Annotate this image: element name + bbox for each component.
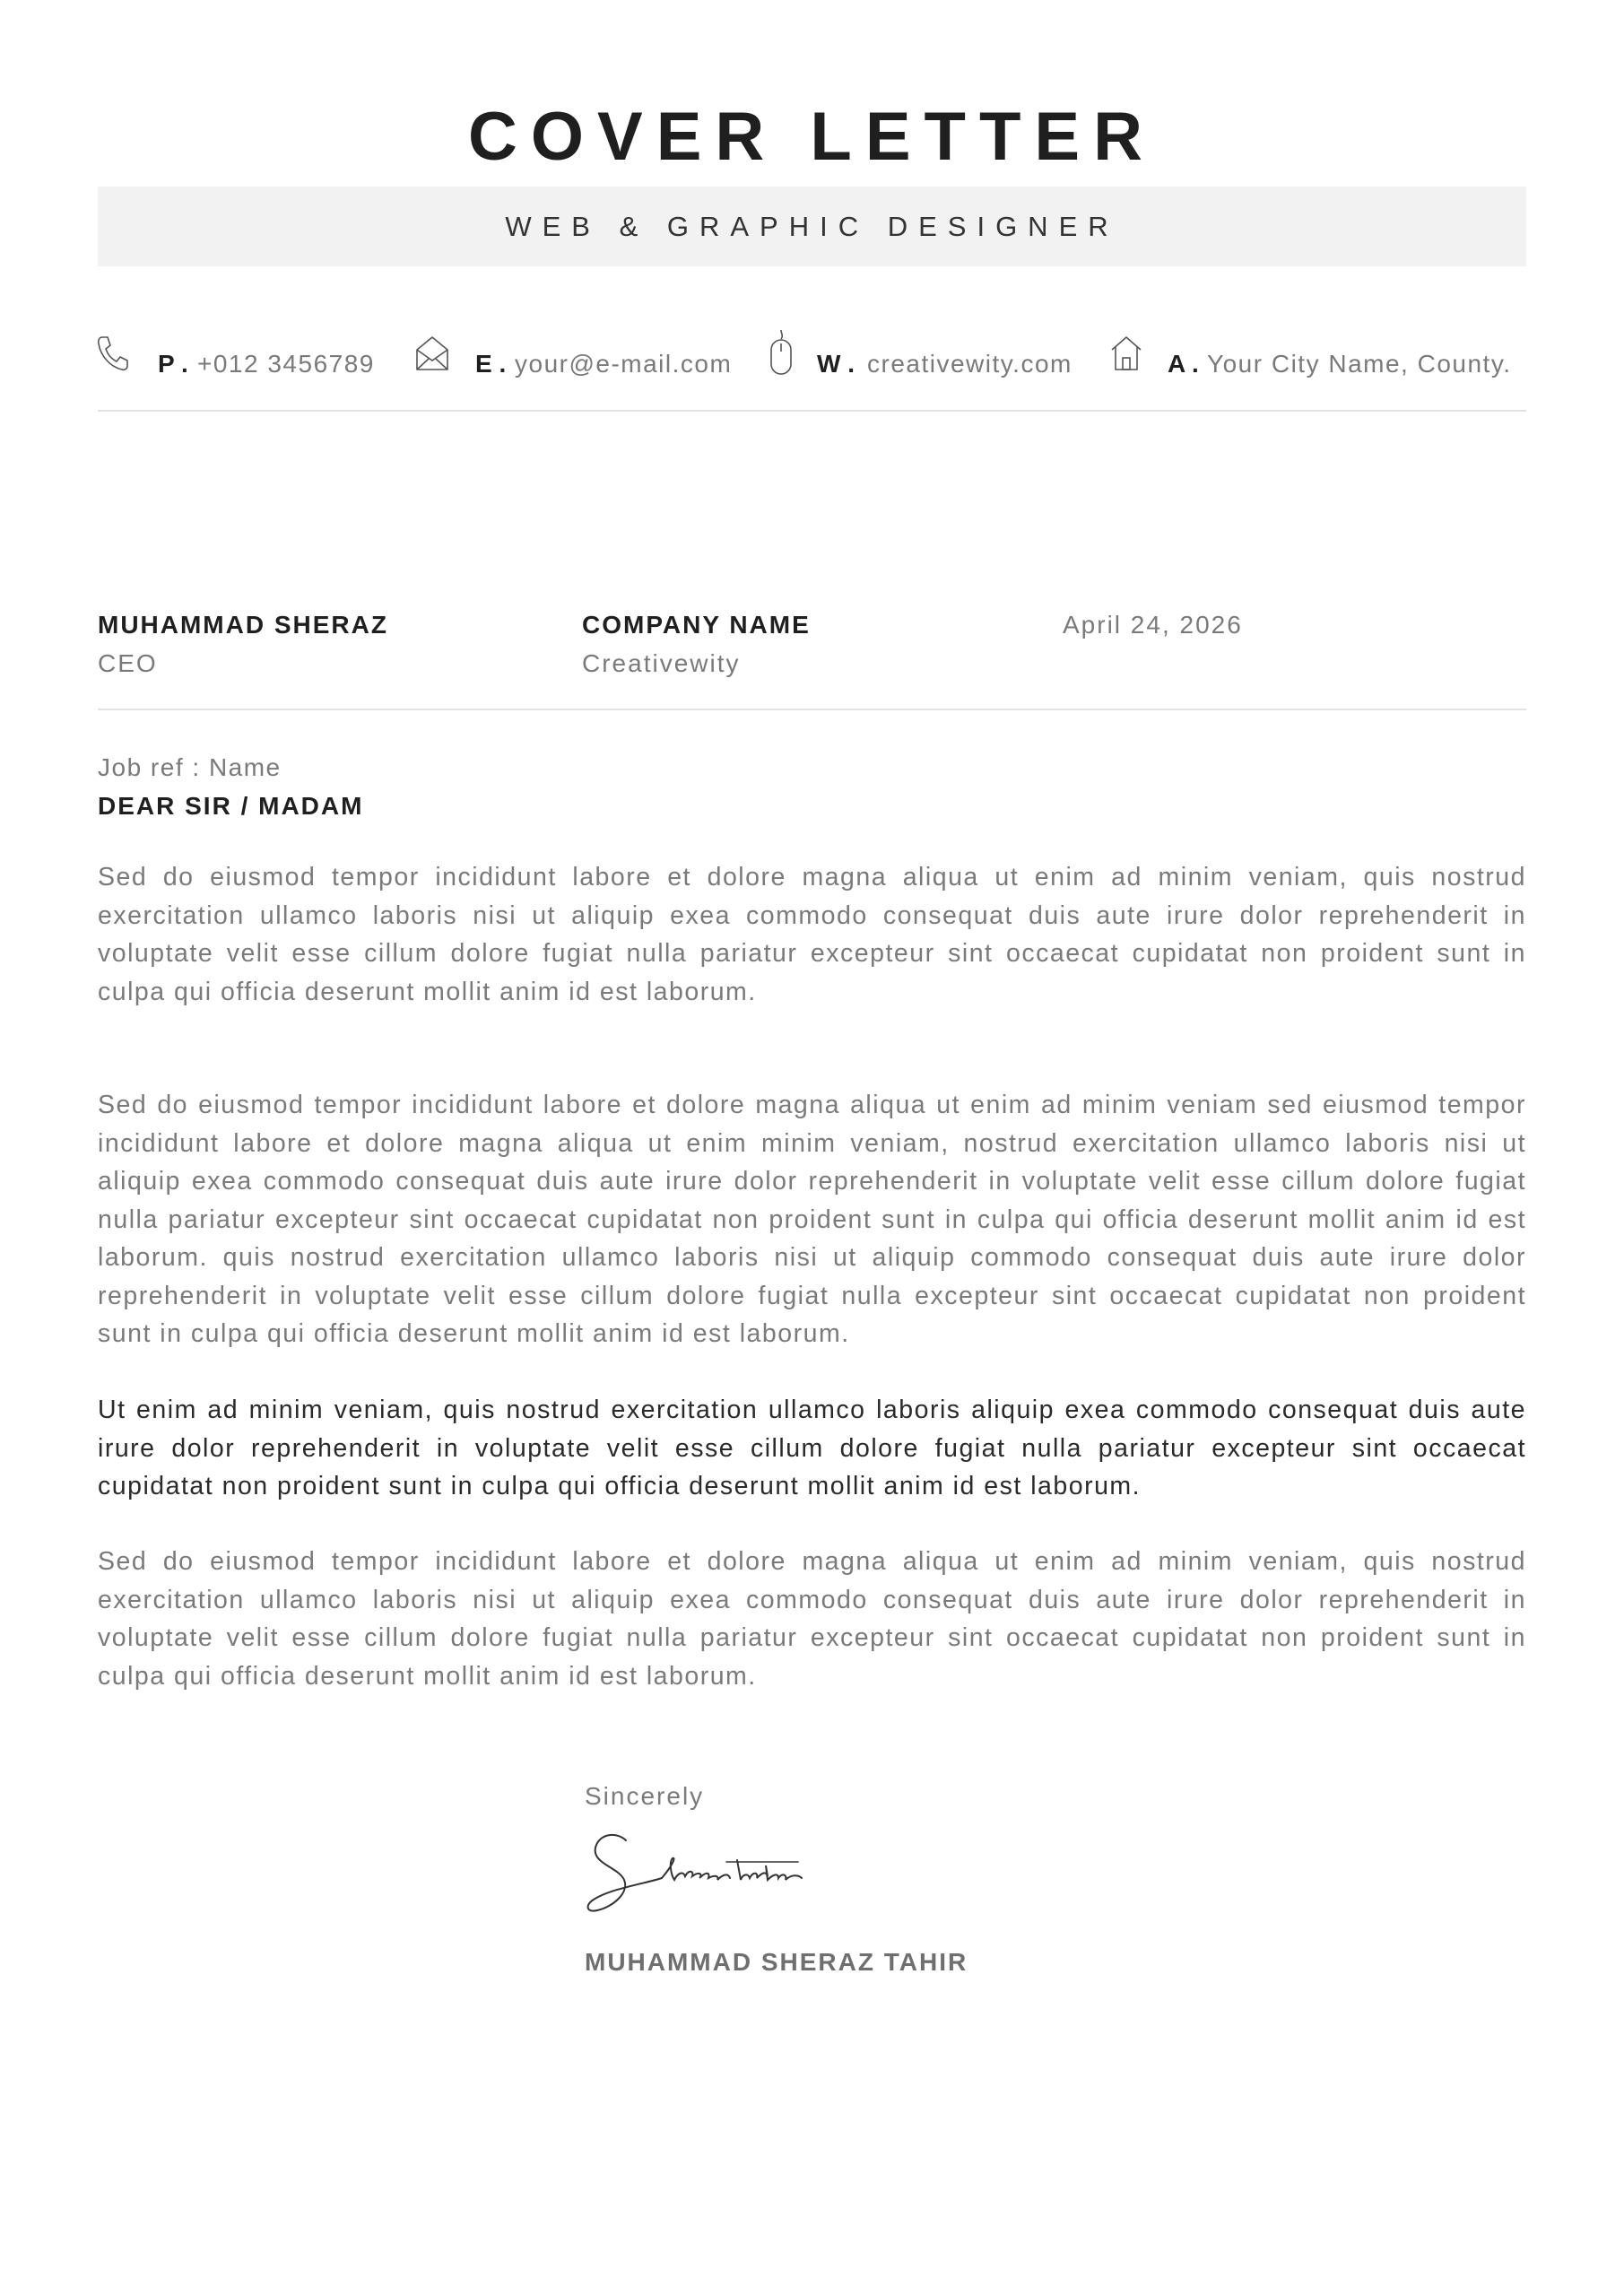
envelope-icon xyxy=(414,334,450,378)
mouse-icon xyxy=(768,328,795,381)
sender-title: CEO xyxy=(98,649,158,677)
header-divider xyxy=(98,410,1526,412)
phone-value: +012 3456789 xyxy=(197,350,375,378)
web-value: creativewity.com xyxy=(867,350,1073,378)
sender-name: MUHAMMAD SHERAZ xyxy=(98,611,388,639)
company-label: COMPANY NAME xyxy=(582,611,811,639)
address-value: Your City Name, County. xyxy=(1207,350,1512,378)
page-title: COVER LETTER xyxy=(468,99,1156,175)
body-paragraph-1: Sed do eiusmod tempor incididunt labore et dolore magna aliqua ut enim ad minim veniam, quis nostrud exercitation ullamco laboris nisi ut aliquip exea commodo consequat duis aute irure dolor reprehenderit in voluptate velit esse cillum dolore fugiat nulla pariatur excepteur sint occaecat cupidatat non proident sunt in culpa qui officia deserunt mollit anim id est laborum. xyxy=(98,863,1526,1006)
info-divider xyxy=(98,709,1526,710)
body-paragraph-3: Ut enim ad minim veniam, quis nostrud exercitation ullamco laboris aliquip exea commodo consequat duis aute irure dolor reprehenderit in voluptate velit esse cillum dolore fugiat nulla pariatur excepteur sint occaecat cupidatat non proident sunt in culpa qui officia deserunt mollit anim id est laborum. xyxy=(98,1396,1526,1500)
contact-row xyxy=(0,334,1624,396)
email-label: E . xyxy=(475,350,507,378)
job-reference: Job ref : Name xyxy=(98,753,282,781)
company-name: Creativewity xyxy=(582,649,741,677)
signature xyxy=(583,1821,843,1924)
salutation: DEAR SIR / MADAM xyxy=(98,792,364,820)
email-value: your@e-mail.com xyxy=(515,350,733,378)
signer-name: MUHAMMAD SHERAZ TAHIR xyxy=(585,1948,968,1976)
address-label: A . xyxy=(1168,350,1199,378)
closing-sincerely: Sincerely xyxy=(585,1782,705,1810)
home-icon xyxy=(1108,334,1144,378)
phone-icon xyxy=(95,334,131,378)
web-label: W . xyxy=(817,350,855,378)
subtitle-band xyxy=(98,187,1526,266)
job-title: WEB & GRAPHIC DESIGNER xyxy=(505,211,1119,242)
phone-label: P . xyxy=(158,350,188,378)
body-paragraph-4: Sed do eiusmod tempor incididunt labore et dolore magna aliqua ut enim ad minim veniam, quis nostrud exercitation ullamco laboris nisi ut aliquip exea commodo consequat duis aute irure dolor reprehenderit in voluptate velit esse cillum dolore fugiat nulla pariatur excepteur sint occaecat cupidatat non proident sunt in culpa qui officia deserunt mollit anim id est laborum. xyxy=(98,1547,1526,1691)
body-paragraph-2: Sed do eiusmod tempor incididunt labore et dolore magna aliqua ut enim ad minim veniam sed eiusmod tempor incididunt labore et dolore magna aliqua ut enim minim veniam, nostrud exercitation ullamco laboris nisi ut aliquip exea commodo consequat duis aute irure dolor reprehenderit in voluptate velit esse cillum dolore fugiat nulla pariatur excepteur sint occaecat cupidatat non proident sunt in culpa qui officia deserunt mollit anim id est laborum. quis nostrud exercitation ullamco laboris nisi ut aliquip commodo consequat duis aute irure dolor reprehenderit in voluptate velit esse cillum dolore fugiat nulla excepteur sint occaecat cupidatat non proident sunt in culpa qui officia deserunt mollit anim id est laborum. xyxy=(98,1091,1526,1348)
letter-date: April 24, 2026 xyxy=(1063,611,1243,639)
